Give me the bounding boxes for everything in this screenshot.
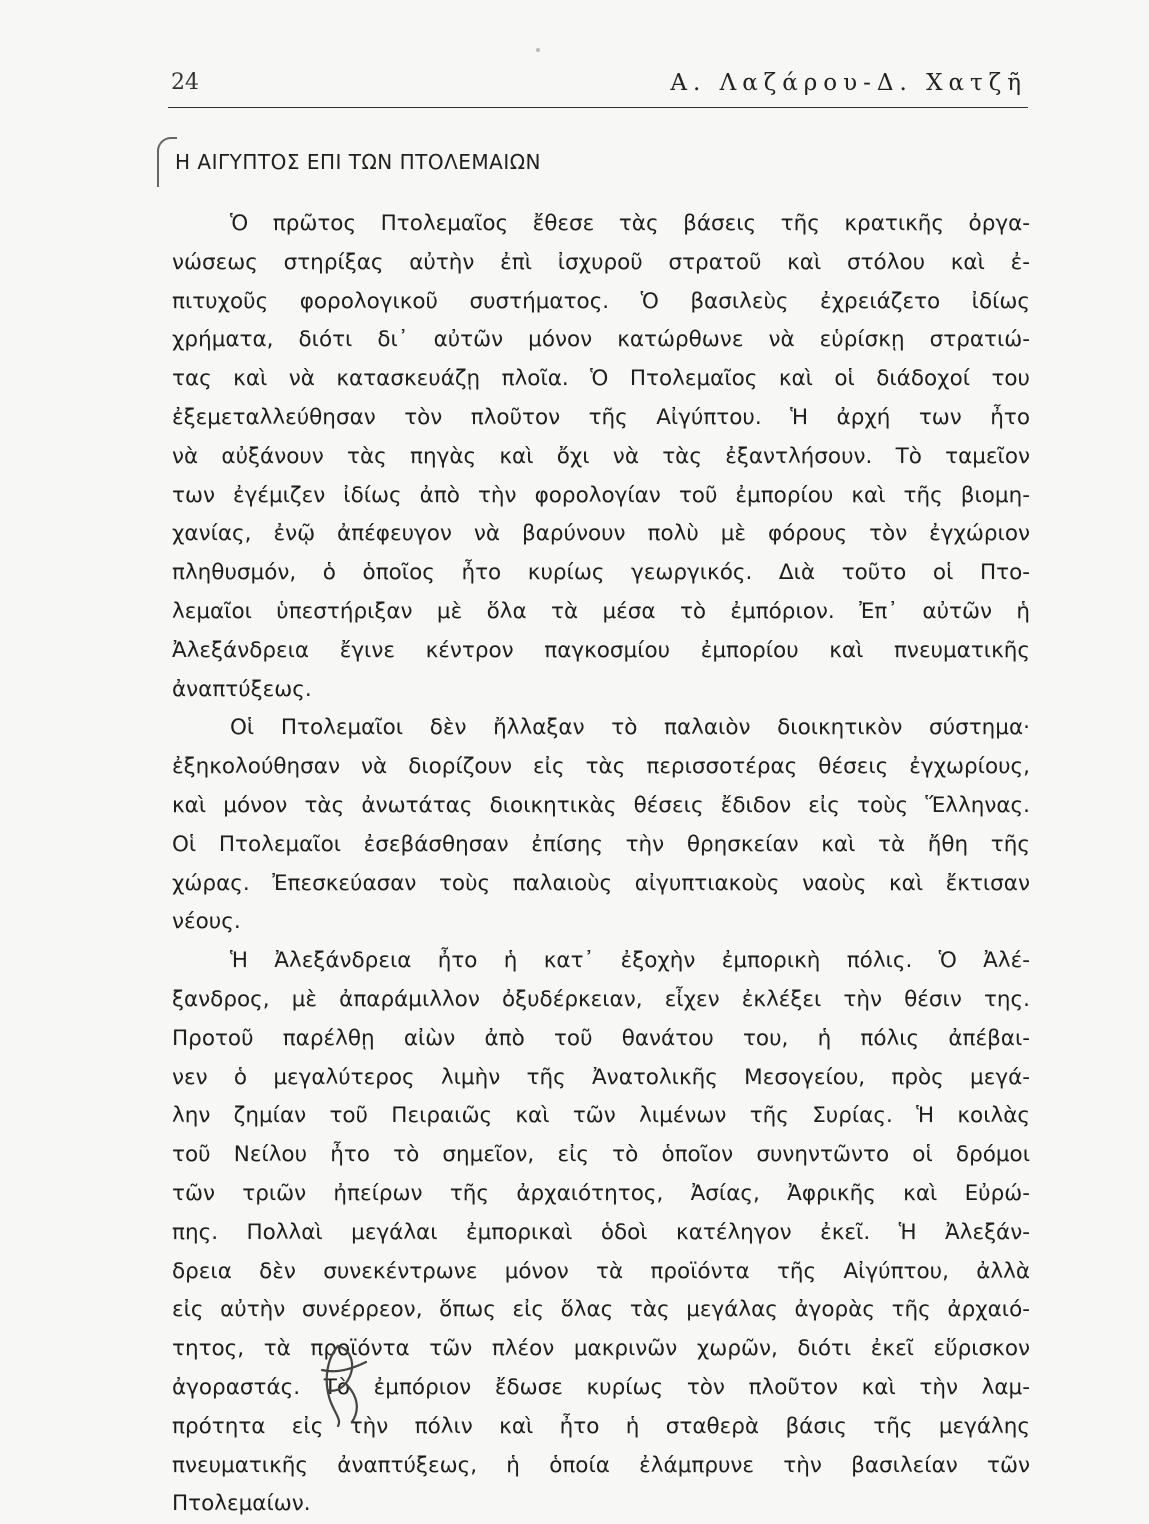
text-line: Ὁ πρῶτος Πτολεμαῖος ἔθεσε τὰς βάσεις τῆς κρατικῆς ὀργα- — [230, 211, 1030, 236]
text-line: πληθυσμόν, ὁ ὁποῖος ἦτο κυρίως γεωργικός. Διὰ τοῦτο οἱ Πτο- — [172, 560, 1030, 586]
handwritten-initial-mark — [308, 1340, 378, 1430]
text-line: τοῦ Νείλου ἦτο τὸ σημεῖον, εἰς τὸ ὁποῖον συνηντῶντο οἱ δρόμοι — [172, 1142, 1030, 1168]
body-text — [172, 205, 1030, 1524]
text-line: νεν ὁ μεγαλύτερος λιμὴν τῆς Ἀνατολικῆς Μεσογείου, πρὸς μεγά- — [172, 1064, 1030, 1090]
text-line: νώσεως στηρίξας αὐτὴν ἐπὶ ἰσχυροῦ στρατοῦ καὶ στόλου καὶ ἐ- — [172, 249, 1030, 275]
text-line: πης. Πολλαὶ μεγάλαι ἐμπορικαὶ ὁδοὶ κατέληγον ἐκεῖ. Ἡ Ἀλεξάν- — [172, 1219, 1030, 1245]
text-line: πιτυχοῦς φορολογικοῦ συστήματος. Ὁ βασιλεὺς ἐχρειάζετο ἰδίως — [172, 288, 1030, 314]
text-line: Πτολεμαίων. — [172, 1491, 311, 1517]
handwritten-bracket-mark — [157, 137, 177, 187]
text-line: ἀναπτύξεως. — [172, 676, 312, 702]
text-line: Ἡ Ἀλεξάνδρεια ἦτο ἡ κατ᾽ ἐξοχὴν ἐμπορικὴ πόλις. Ὁ Ἀλέ- — [230, 948, 1030, 974]
text-line: πρότητα εἰς τὴν πόλιν καὶ ἦτο ἡ σταθερὰ βάσις τῆς μεγάλης — [172, 1413, 1030, 1439]
text-line: νὰ αὐξάνουν τὰς πηγὰς καὶ ὄχι νὰ τὰς ἐξαντλήσουν. Τὸ ταμεῖον — [172, 443, 1030, 469]
text-line: τητος, τὰ προϊόντα τῶν πλέον μακρινῶν χωρῶν, διότι ἐκεῖ εὕρισκον — [172, 1336, 1030, 1362]
text-line: ἐξηκολούθησαν νὰ διορίζουν εἰς τὰς περισσοτέρας θέσεις ἐγχωρίους, — [172, 754, 1030, 780]
text-line: δρεια δὲν συνεκέντρωνε μόνον τὰ προϊόντα τῆς Αἰγύπτου, ἀλλὰ — [172, 1258, 1030, 1284]
text-line: Οἱ Πτολεμαῖοι ἐσεβάσθησαν ἐπίσης τὴν θρησκείαν καὶ τὰ ἤθη τῆς — [172, 831, 1030, 857]
text-line: λην ζημίαν τοῦ Πειραιῶς καὶ τῶν λιμένων τῆς Συρίας. Ἡ κοιλὰς — [172, 1103, 1030, 1129]
speck — [536, 48, 540, 52]
text-line: λεμαῖοι ὑπεστήριξαν μὲ ὅλα τὰ μέσα τὸ ἐμπόριον. Ἐπ᾽ αὐτῶν ἡ — [172, 598, 1030, 624]
text-line: ξανδρος, μὲ ἀπαράμιλλον ὀξυδέρκειαν, εἶχεν ἐκλέξει τὴν θέσιν της. — [172, 986, 1030, 1012]
text-line: ἀγοραστάς. Τὸ ἐμπόριον ἔδωσε κυρίως τὸν πλοῦτον καὶ τὴν λαμ- — [172, 1374, 1030, 1400]
header-rule — [168, 107, 1028, 108]
text-line: Οἱ Πτολεμαῖοι δὲν ἤλλαξαν τὸ παλαιὸν διοικητικὸν σύστημα· — [230, 715, 1030, 741]
text-line: χανίας, ἐνῷ ἀπέφευγον νὰ βαρύνουν πολὺ μὲ φόρους τὸν ἐγχώριον — [172, 521, 1030, 547]
text-line: εἰς αὐτὴν συνέρρεον, ὅπως εἰς ὅλας τὰς μεγάλας ἀγορὰς τῆς ἀρχαιό- — [172, 1297, 1030, 1323]
text-line: χώρας. Ἐπεσκεύασαν τοὺς παλαιοὺς αἰγυπτιακοὺς ναοὺς καὶ ἔκτισαν — [172, 870, 1030, 896]
text-line: πνευματικῆς ἀναπτύξεως, ἡ ὁποία ἐλάμπρυνε τὴν βασιλείαν τῶν — [172, 1452, 1030, 1478]
text-line: των ἐγέμιζεν ἰδίως ἀπὸ τὴν φορολογίαν τοῦ ἐμπορίου καὶ τῆς βιομη- — [172, 482, 1030, 508]
text-line: χρήματα, διότι δι᾽ αὐτῶν μόνον κατώρθωνε νὰ εὑρίσκῃ στρατιώ- — [172, 327, 1030, 353]
section-heading: Η ΑΙΓΥΠΤΟΣ ΕΠΙ ΤΩΝ ΠΤΟΛΕΜΑΙΩΝ — [175, 150, 541, 174]
text-line: Ἀλεξάνδρεια ἔγινε κέντρον παγκοσμίου ἐμπορίου καὶ πνευματικῆς — [172, 637, 1030, 663]
text-line: καὶ μόνον τὰς ἀνωτάτας διοικητικὰς θέσεις ἔδιδον εἰς τοὺς Ἕλληνας. — [172, 792, 1030, 818]
text-line: ἐξεμεταλλεύθησαν τὸν πλοῦτον τῆς Αἰγύπτου. Ἡ ἀρχή των ἦτο — [172, 404, 1030, 430]
text-line: νέους. — [172, 909, 241, 935]
running-head: Α. Λαζάρου-Δ. Χατζῆ — [670, 70, 1027, 96]
text-line: τας καὶ νὰ κατασκευάζῃ πλοῖα. Ὁ Πτολεμαῖος καὶ οἱ διάδοχοί του — [172, 366, 1030, 392]
text-line: τῶν τριῶν ἠπείρων τῆς ἀρχαιότητος, Ἀσίας, Ἀφρικῆς καὶ Εὐρώ- — [172, 1180, 1030, 1206]
page-number: 24 — [171, 70, 199, 95]
text-line: Προτοῦ παρέλθῃ αἰὼν ἀπὸ τοῦ θανάτου του, ἡ πόλις ἀπέβαι- — [172, 1025, 1030, 1051]
